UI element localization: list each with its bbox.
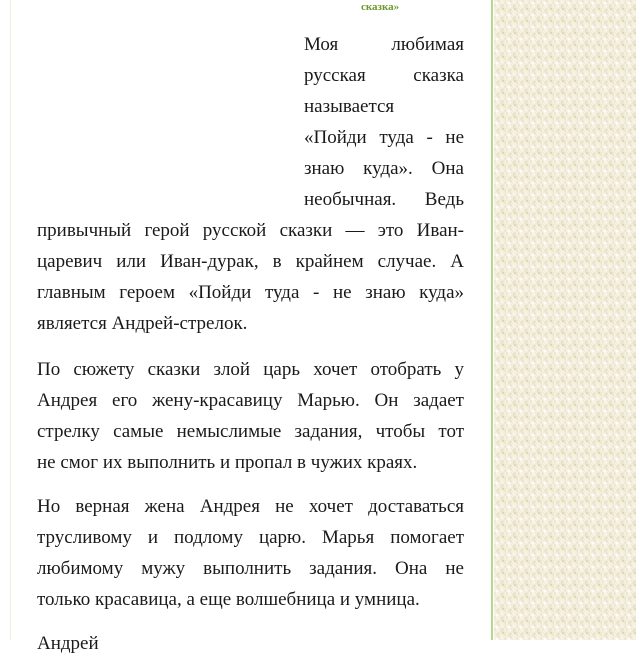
text-line: Моя любимая <box>304 34 464 55</box>
text-line: любимому мужу выполнить задания. Она не <box>37 558 464 579</box>
paragraph-4 <box>37 628 117 659</box>
text-line: не смог их выполнить и пропал в чужих краях. <box>37 452 418 473</box>
text-line: знаю куда». Она <box>304 158 464 179</box>
left-margin <box>0 0 10 640</box>
article-panel <box>10 0 493 654</box>
text-line: «Пойди туда - не <box>304 127 464 148</box>
paragraph-1-wrapped-part <box>304 29 464 215</box>
text-line: называется <box>304 96 395 117</box>
text-line: Андрей <box>37 633 99 654</box>
text-line: трусливому и подлому царю. Марья помогает <box>37 527 464 548</box>
text-line: стрелку самые немыслимые задания, чтобы тот <box>37 421 464 442</box>
decorative-background <box>494 0 636 640</box>
text-line: русская сказка <box>304 65 464 86</box>
text-line: является Андрей-стрелок. <box>37 313 248 334</box>
text-line: Но верная жена Андрея не хочет доставаться <box>37 496 464 517</box>
text-line: царевич или Иван-дурак, в крайнем случае. А <box>37 251 464 272</box>
text-line: главным героем «Пойди туда - не знаю куда» <box>37 282 464 303</box>
text-line: необычная. Ведь <box>304 189 464 210</box>
image-caption: сказка» <box>361 1 400 13</box>
paragraph-1-full-width-part <box>37 215 464 339</box>
paragraph-2 <box>37 354 464 478</box>
text-line: Андрея его жену-красавицу Марью. Он задает <box>37 390 464 411</box>
text-line: только красавица, а еще волшебница и умница. <box>37 589 420 610</box>
text-line: привычный герой русской сказки — это Иван- <box>37 220 464 241</box>
text-line: По сюжету сказки злой царь хочет отобрать у <box>37 359 464 380</box>
paragraph-3 <box>37 491 464 615</box>
